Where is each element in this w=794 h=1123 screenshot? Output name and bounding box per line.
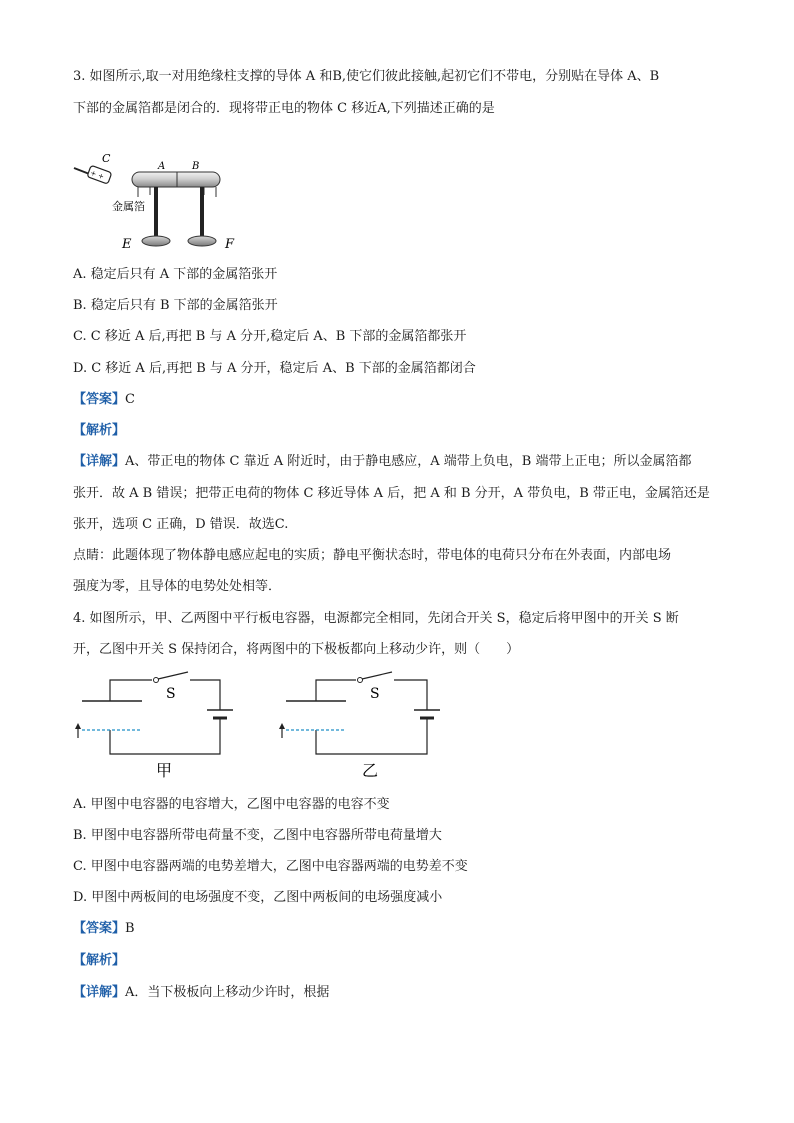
yi-switch-pivot: [358, 678, 363, 683]
label-a: A: [158, 161, 166, 172]
q3-option-c: C. C 移近 A 后,再把 B 与 A 分开,稳定后 A、B 下部的金属箔都张开: [73, 329, 467, 344]
q4-detail-text1: A．当下极板向上移动少许时，根据: [125, 985, 330, 1000]
jia-switch-pivot: [154, 678, 159, 683]
label-jia: 甲: [156, 761, 173, 780]
label-e: E: [122, 237, 132, 252]
q3-detail-text1: A、带正电的物体 C 靠近 A 附近时，由于静电感应，A 端带上负电，B 端带上正电；所以金属箔都: [125, 454, 692, 469]
q3-note-line2: 强度为零，且导体的电势处处相等．: [73, 579, 282, 594]
jia-arrow-head: [75, 723, 81, 729]
label-foil: 金属箔: [112, 200, 145, 213]
q4-option-c: C. 甲图中电容器两端的电势差增大，乙图中电容器两端的电势差不变: [73, 859, 468, 874]
yi-switch-label: S: [370, 686, 380, 702]
q3-figure-electroscope: [70, 150, 270, 256]
q3-analysis-row: [73, 422, 125, 440]
q3-option-a: A. 稳定后只有 A 下部的金属箔张开: [73, 267, 278, 282]
jia-switch-label: S: [166, 686, 176, 702]
q4-answer-tag: 【答案】: [73, 921, 126, 936]
q3-answer-tag: 【答案】: [73, 392, 126, 407]
conductor-ab: [132, 172, 220, 187]
q3-option-d: D. C 移近 A 后,再把 B 与 A 分开，稳定后 A、B 下部的金属箔都闭合: [73, 361, 476, 376]
q4-option-a: A. 甲图中电容器的电容增大，乙图中电容器的电容不变: [73, 797, 390, 812]
q4-stem-line1: 4. 如图所示，甲、乙两图中平行板电容器，电源都完全相同，先闭合开关 S，稳定后将甲图中的开关 S 断: [73, 611, 679, 626]
q4-detail-line1: [73, 984, 329, 1002]
q3-answer-value: C: [125, 392, 135, 407]
label-plus-signs: + +: [89, 168, 106, 182]
q3-detail-line1: [73, 453, 691, 471]
yi-wire-top: [316, 680, 356, 701]
label-f: F: [225, 237, 235, 252]
jia-wire-right: [190, 680, 220, 710]
circuit-jia: [75, 672, 233, 780]
jia-wire-top: [110, 680, 152, 701]
q3-detail-line2: 张开．故 A B 错误；把带正电荷的物体 C 移近导体 A 后，把 A 和 B 分开，A 带负电，B 带正电，金属箔还是: [73, 486, 710, 501]
yi-wire-bottom: [316, 718, 427, 754]
yi-wire-right: [394, 680, 427, 710]
base-f: [188, 236, 216, 246]
q3-stem-line1: 3. 如图所示,取一对用绝缘柱支撑的导体 A 和B,使它们彼此接触,起初它们不带电，分别贴在导体 A、B: [73, 69, 660, 84]
q3-stem-line2: 下部的金属箔都是闭合的．现将带正电的物体 C 移近A,下列描述正确的是: [73, 101, 495, 116]
q4-figure-circuits: [70, 668, 450, 783]
base-e: [142, 236, 170, 246]
q4-answer-row: [73, 920, 135, 938]
jia-switch-blade: [158, 672, 188, 679]
q3-option-b: B. 稳定后只有 B 下部的金属箔张开: [73, 298, 278, 313]
q3-detail-tag: 【详解】: [73, 454, 126, 469]
label-yi: 乙: [362, 761, 379, 780]
label-c: C: [102, 152, 111, 165]
yi-switch-blade: [362, 672, 392, 679]
q4-detail-tag: 【详解】: [73, 985, 126, 1000]
q4-answer-value: B: [125, 921, 135, 936]
q3-detail-line3: 张开，选项 C 正确，D 错误．故选C.: [73, 517, 289, 532]
jia-wire-bottom: [110, 718, 220, 754]
q3-answer-row: [73, 391, 135, 409]
label-b: B: [192, 161, 200, 172]
q4-option-b: B. 甲图中电容器所带电荷量不变，乙图中电容器所带电荷量增大: [73, 828, 442, 843]
q4-stem-line2: 开，乙图中开关 S 保持闭合，将两图中的下极板都向上移动少许，则（ ）: [73, 642, 520, 657]
post-e: [154, 187, 158, 239]
q4-analysis-row: [73, 952, 125, 970]
yi-arrow-head: [279, 723, 285, 729]
circuit-yi: [279, 672, 440, 780]
q4-option-d: D. 甲图中两板间的电场强度不变，乙图中两板间的电场强度减小: [73, 890, 443, 905]
q4-analysis-tag: 【解析】: [73, 953, 126, 968]
q3-analysis-tag: 【解析】: [73, 423, 126, 438]
q3-note-line1: 点睛：此题体现了物体静电感应起电的实质；静电平衡状态时，带电体的电荷只分布在外表面，内部电场: [73, 548, 672, 563]
post-f: [200, 187, 204, 239]
